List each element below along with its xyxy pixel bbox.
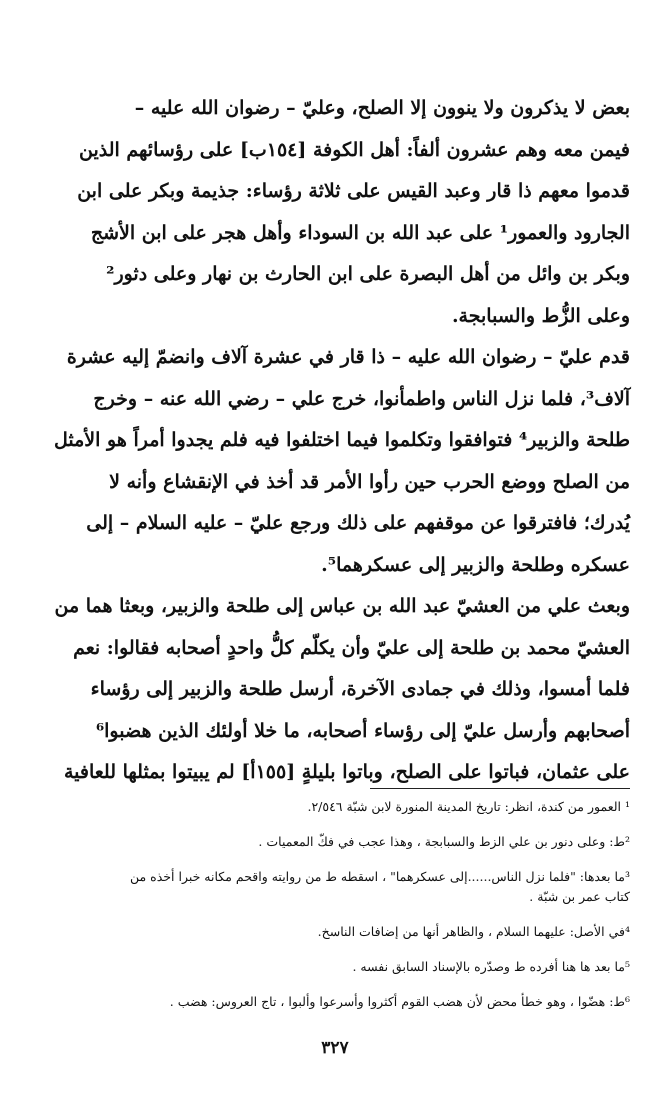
paragraph: قدم عليّ – رضوان الله عليه – ذا قار في عشرة آلاف وانضمّ إليه عشرة آلاف³، فلما نزل الناس واطمأنوا، خرج علي – رضي الله عنه – وخرج طلحة والزبير⁴ فتوافقوا وتكلموا فيما اختلفوا فيه فلم يجدوا أمراً هو الأمثل من الصلح ووضع الحرب حين رأوا الأمر قد أخذ في الإنقشاع وأنه لا يُدرك؛ فافترقوا عن موقفهم على ذلك ورجع عليّ – عليه السلام – إلى عسكره وطلحة والزبير إلى عسكرهما⁵. bbox=[53, 346, 630, 576]
paragraph: بعض لا يذكرون ولا ينوون إلا الصلح، وعليّ – رضوان الله عليه – فيمن معه وهم عشرون ألفاً: أهل الكوفة [١٥٤ب] على رؤسائهم الذين قدموا معهم ذا قار وعبد القيس على ثلاثة رؤساء: جذيمة وبكر على ابن الجارود والعمور¹ على عبد الله بن السوداء وأهل هجر على ابن الأشج وبكر بن وائل من أهل البصرة على ابن الحارث بن نهار وعلى دثور² وعلى الزُّط والسبابجة. bbox=[77, 97, 630, 327]
page-number: ٣٢٧ bbox=[321, 1038, 349, 1058]
footnote: ⁴في الأصل: عليهما السلام ، والظاهر أنها من إضافات الناسخ. bbox=[317, 924, 630, 939]
footnotes bbox=[55, 797, 630, 1027]
footnote: ⁵ما بعد ها هنا أفرده ط وصدّره بالإسناد السابق نفسه . bbox=[352, 959, 630, 974]
main-text bbox=[50, 88, 630, 794]
paragraph: وبعث علي من العشيّ عبد الله بن عباس إلى طلحة والزبير، وبعثا هما من العشيّ محمد بن طلحة إلى عليّ وأن يكلّم كلُّ واحدٍ أصحابه فقالوا: نعم فلما أمسوا، وذلك في جمادى الآخرة، أرسل طلحة والزبير إلى رؤساء أصحابهم وأرسل عليّ إلى رؤساء أصحابه، ما خلا أولئك الذين هضبوا⁶ على عثمان، فباتوا على الصلح، وباتوا بليلةٍ [١٥٥أ] لم يبيتوا بمثلها للعافية bbox=[54, 595, 630, 783]
footnote: ³ما بعدها: "فلما نزل الناس......إلى عسكرهما" ، اسقطه ط من روايته واقحم مكانه خبرا أخذه من كتاب عمر بن شبّة . bbox=[130, 869, 630, 904]
footnote: ¹ العمور من كندة، انظر: تاريخ المدينة المنورة لابن شبّة ٢/٥٤٦. bbox=[307, 799, 630, 814]
footnote: ²ط: وعلى دنور بن علي الزط والسبابجة ، وهذا عجب في فكّ المعميات . bbox=[258, 834, 630, 849]
footnote: ⁶ط: هضّوا ، وهو خطأ محض لأن هضب القوم أكثروا وأسرعوا وألبوا ، تاج العروس: هضب . bbox=[169, 994, 630, 1009]
footnote-separator bbox=[370, 788, 630, 789]
